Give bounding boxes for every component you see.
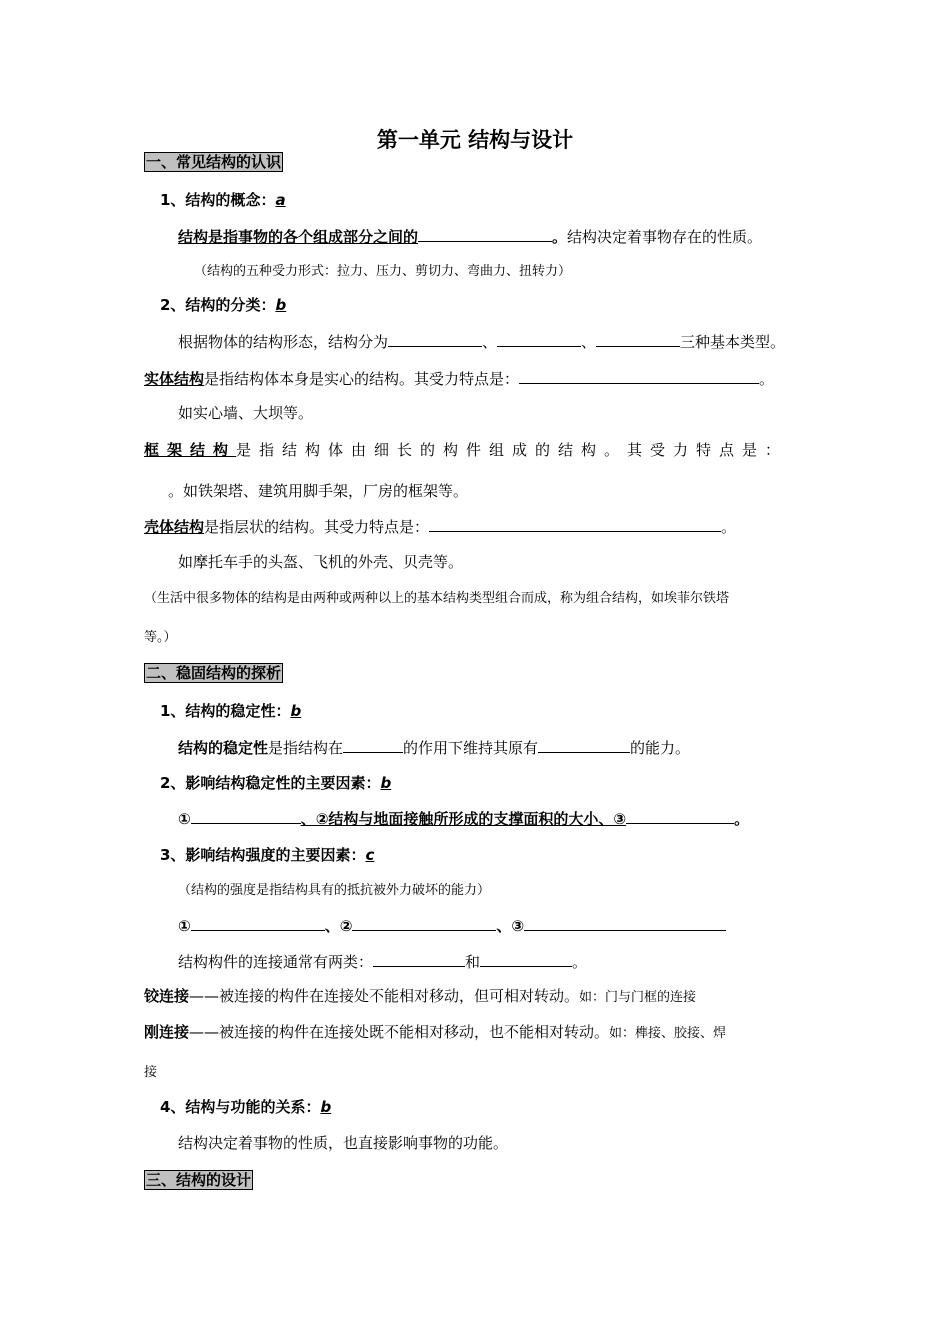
rigid-term: 刚连接	[144, 1023, 190, 1041]
shell-text: 是指层状的结构。其受力特点是：	[204, 518, 430, 536]
rigid-line	[144, 1022, 726, 1044]
item-2-4-level: b	[320, 1098, 332, 1116]
stability-text-1: 是指结构在	[268, 739, 344, 757]
item-1-2-label: 2、结构的分类：	[160, 296, 276, 314]
strength-3: 、③	[496, 917, 525, 935]
item-2-3	[160, 845, 374, 865]
item-2-3-label: 3、影响结构强度的主要因素：	[160, 846, 366, 864]
section-1-heading: 一、常见结构的认识	[146, 153, 282, 171]
factor-1: ①	[178, 810, 191, 828]
blank-field[interactable]	[497, 331, 581, 347]
combo-note-2: 等。）	[144, 630, 177, 645]
frame-term: 框架结构	[144, 441, 237, 459]
item-2-1-level: b	[290, 702, 302, 720]
separator: 、	[482, 333, 498, 351]
separator: 、	[581, 333, 597, 351]
blank-field[interactable]	[480, 951, 572, 967]
section-heading-2	[144, 663, 283, 683]
stability-line	[178, 737, 690, 758]
hinge-line	[144, 986, 696, 1008]
factor-end: 。	[734, 810, 750, 828]
hinge-example: 如：门与门框的连接	[579, 990, 697, 1005]
blank-field[interactable]	[191, 915, 325, 931]
blank-field[interactable]	[538, 737, 630, 753]
factor-mid: 、②结构与地面接触所形成的支撑面积的大小、③	[300, 810, 627, 828]
solid-text: 是指结构体本身是实心的结构。其受力特点是：	[204, 370, 520, 388]
section-heading-3	[144, 1170, 253, 1190]
stability-text-3: 的能力。	[630, 739, 691, 757]
blank-field[interactable]	[519, 368, 759, 384]
function-text: 结构决定着事物的性质，也直接影响事物的功能。	[178, 1134, 509, 1152]
item-2-1-label: 1、结构的稳定性：	[160, 702, 291, 720]
blank-field[interactable]	[626, 808, 734, 824]
page-title: 第一单元 结构与设计	[376, 128, 574, 152]
item-2-4	[160, 1097, 331, 1117]
section-2-heading: 二、稳固结构的探析	[146, 664, 282, 682]
item-2-2-level: b	[380, 774, 392, 792]
classification-line	[178, 331, 785, 352]
connection-and: 和	[465, 953, 481, 971]
rigid-example-cont: 接	[144, 1065, 158, 1080]
item-1-2	[160, 295, 286, 315]
rigid-text: ——被连接的构件在连接处既不能相对移动，也不能相对转动。	[189, 1023, 610, 1041]
connection-line	[178, 951, 587, 972]
definition-rest: 结构决定着事物存在的性质。	[567, 228, 763, 246]
strength-note: （结构的强度是指结构具有的抵抗被外力破坏的能力）	[178, 883, 491, 898]
item-2-1	[160, 701, 301, 721]
strength-factors-line	[178, 915, 726, 936]
item-2-3-level: c	[365, 846, 375, 864]
hinge-term: 铰连接	[144, 987, 190, 1005]
item-2-2	[160, 773, 391, 793]
definition-line	[178, 226, 762, 247]
forces-note: （结构的五种受力形式：拉力、压力、剪切力、弯曲力、扭转力）	[194, 264, 572, 279]
classify-lead: 根据物体的结构形态，结构分为	[178, 333, 389, 351]
connection-lead: 结构构件的连接通常有两类：	[178, 953, 374, 971]
blank-field[interactable]	[191, 808, 301, 824]
item-1-2-level: b	[275, 296, 287, 314]
shell-structure-line	[144, 516, 736, 537]
hinge-text: ——被连接的构件在连接处不能相对移动，但可相对转动。	[189, 987, 580, 1005]
definition-end: 。	[552, 228, 568, 246]
strength-2: 、②	[324, 917, 353, 935]
item-1-1	[160, 190, 286, 210]
item-2-4-label: 4、结构与功能的关系：	[160, 1098, 321, 1116]
shell-term: 壳体结构	[144, 518, 205, 536]
stability-text-2: 的作用下维持其原有	[403, 739, 539, 757]
section-3-heading: 三、结构的设计	[146, 1171, 252, 1189]
shell-example: 如摩托车手的头盔、飞机的外壳、贝壳等。	[178, 553, 464, 571]
item-2-2-label: 2、影响结构稳定性的主要因素：	[160, 774, 381, 792]
stability-factors-line	[178, 808, 749, 829]
solid-example: 如实心墙、大坝等。	[178, 404, 314, 422]
blank-field[interactable]	[418, 226, 552, 242]
blank-field[interactable]	[343, 737, 403, 753]
section-heading-1	[144, 152, 283, 172]
rigid-example: 如：榫接、胶接、焊	[609, 1026, 727, 1041]
classify-end: 三种基本类型。	[680, 333, 786, 351]
frame-structure-line	[144, 440, 788, 460]
definition-lead: 结构是指事物的各个组成部分之间的	[178, 228, 419, 246]
blank-field[interactable]	[429, 516, 721, 532]
connection-end: 。	[572, 953, 588, 971]
blank-field[interactable]	[388, 331, 482, 347]
solid-term: 实体结构	[144, 370, 205, 388]
frame-text: 是指结构体由细长的构件组成的结构。其受力特点是：	[236, 441, 789, 459]
blank-field[interactable]	[524, 915, 726, 931]
strength-1: ①	[178, 917, 191, 935]
period: 。	[759, 370, 775, 388]
frame-example: 。如铁架塔、建筑用脚手架，厂房的框架等。	[168, 482, 469, 500]
item-1-1-label: 1、结构的概念：	[160, 191, 276, 209]
item-1-1-level: a	[275, 191, 286, 209]
combo-note-1: （生活中很多物体的结构是由两种或两种以上的基本结构类型组合而成，称为组合结构，如埃菲尔铁塔	[144, 591, 730, 606]
blank-field[interactable]	[352, 915, 496, 931]
stability-term: 结构的稳定性	[178, 739, 269, 757]
blank-field[interactable]	[596, 331, 680, 347]
blank-field[interactable]	[373, 951, 465, 967]
solid-structure-line	[144, 368, 774, 389]
period: 。	[721, 518, 737, 536]
